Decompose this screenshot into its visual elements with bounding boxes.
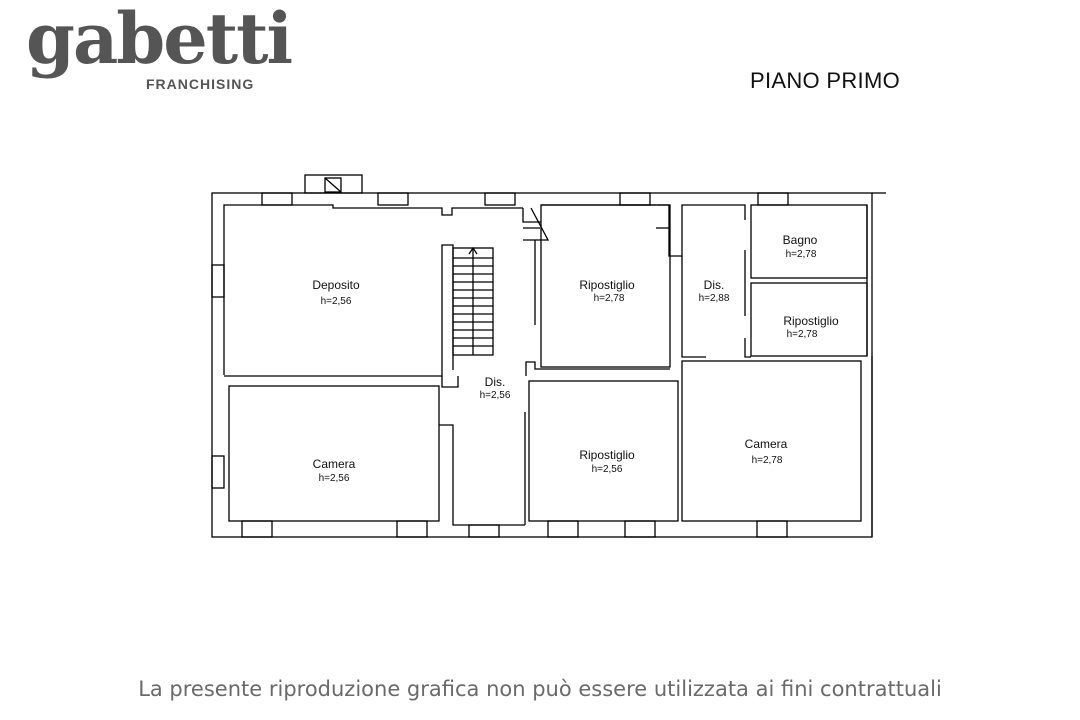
- windows: [212, 193, 788, 537]
- room-height: h=2,56: [318, 473, 350, 484]
- camera-left-doorway: [439, 425, 525, 525]
- room-name: Bagno: [782, 233, 818, 247]
- deposito-corner: [442, 376, 458, 387]
- deposito-wall-bottom: [224, 245, 453, 376]
- room-name: Camera: [744, 437, 788, 451]
- ripostiglio-bottom-notch: [526, 362, 670, 376]
- top-doorway-2: [523, 208, 548, 240]
- room-height: h=2,78: [751, 455, 783, 466]
- room-height: h=2,56: [320, 296, 352, 307]
- camera-left-room: [229, 386, 439, 521]
- room-label-dis-center: [480, 375, 511, 401]
- room-height: h=2,78: [785, 249, 817, 260]
- outer-wall: [212, 193, 872, 537]
- room-height: h=2,78: [593, 293, 625, 304]
- room-label-dis-right: [699, 278, 730, 304]
- room-name: Ripostiglio: [579, 278, 635, 292]
- room-label-bagno: [783, 233, 818, 260]
- room-name: Deposito: [312, 278, 360, 292]
- room-label-camera-left: [313, 457, 356, 484]
- room-name: Ripostiglio: [579, 448, 635, 462]
- room-height: h=2,56: [591, 464, 623, 475]
- room-label-camera-right: [745, 437, 788, 466]
- room-name: Dis.: [484, 375, 506, 389]
- ripostiglio-right-notch: [745, 338, 751, 357]
- floor-title: PIANO PRIMO: [750, 68, 900, 93]
- room-name: Ripostiglio: [783, 314, 839, 328]
- chimney-flue-diagonal: [325, 178, 341, 192]
- dis-right-wall: [682, 256, 706, 357]
- logo-subtitle: FRANCHISING: [146, 76, 255, 92]
- room-label-ripostiglio-bottom: [579, 448, 635, 475]
- room-label-ripostiglio-right: [783, 314, 839, 340]
- disclaimer-text: La presente riproduzione grafica non può essere utilizzata ai fini contrattuali: [138, 677, 942, 701]
- room-name: Camera: [312, 457, 356, 471]
- room-height: h=2,78: [786, 329, 818, 340]
- room-label-deposito: [312, 278, 360, 307]
- room-label-ripostiglio-top: [579, 278, 635, 304]
- room-name: Dis.: [703, 278, 725, 292]
- room-height: h=2,88: [698, 293, 730, 304]
- room-height: h=2,56: [479, 390, 511, 401]
- logo-wordmark: gabetti: [26, 0, 292, 80]
